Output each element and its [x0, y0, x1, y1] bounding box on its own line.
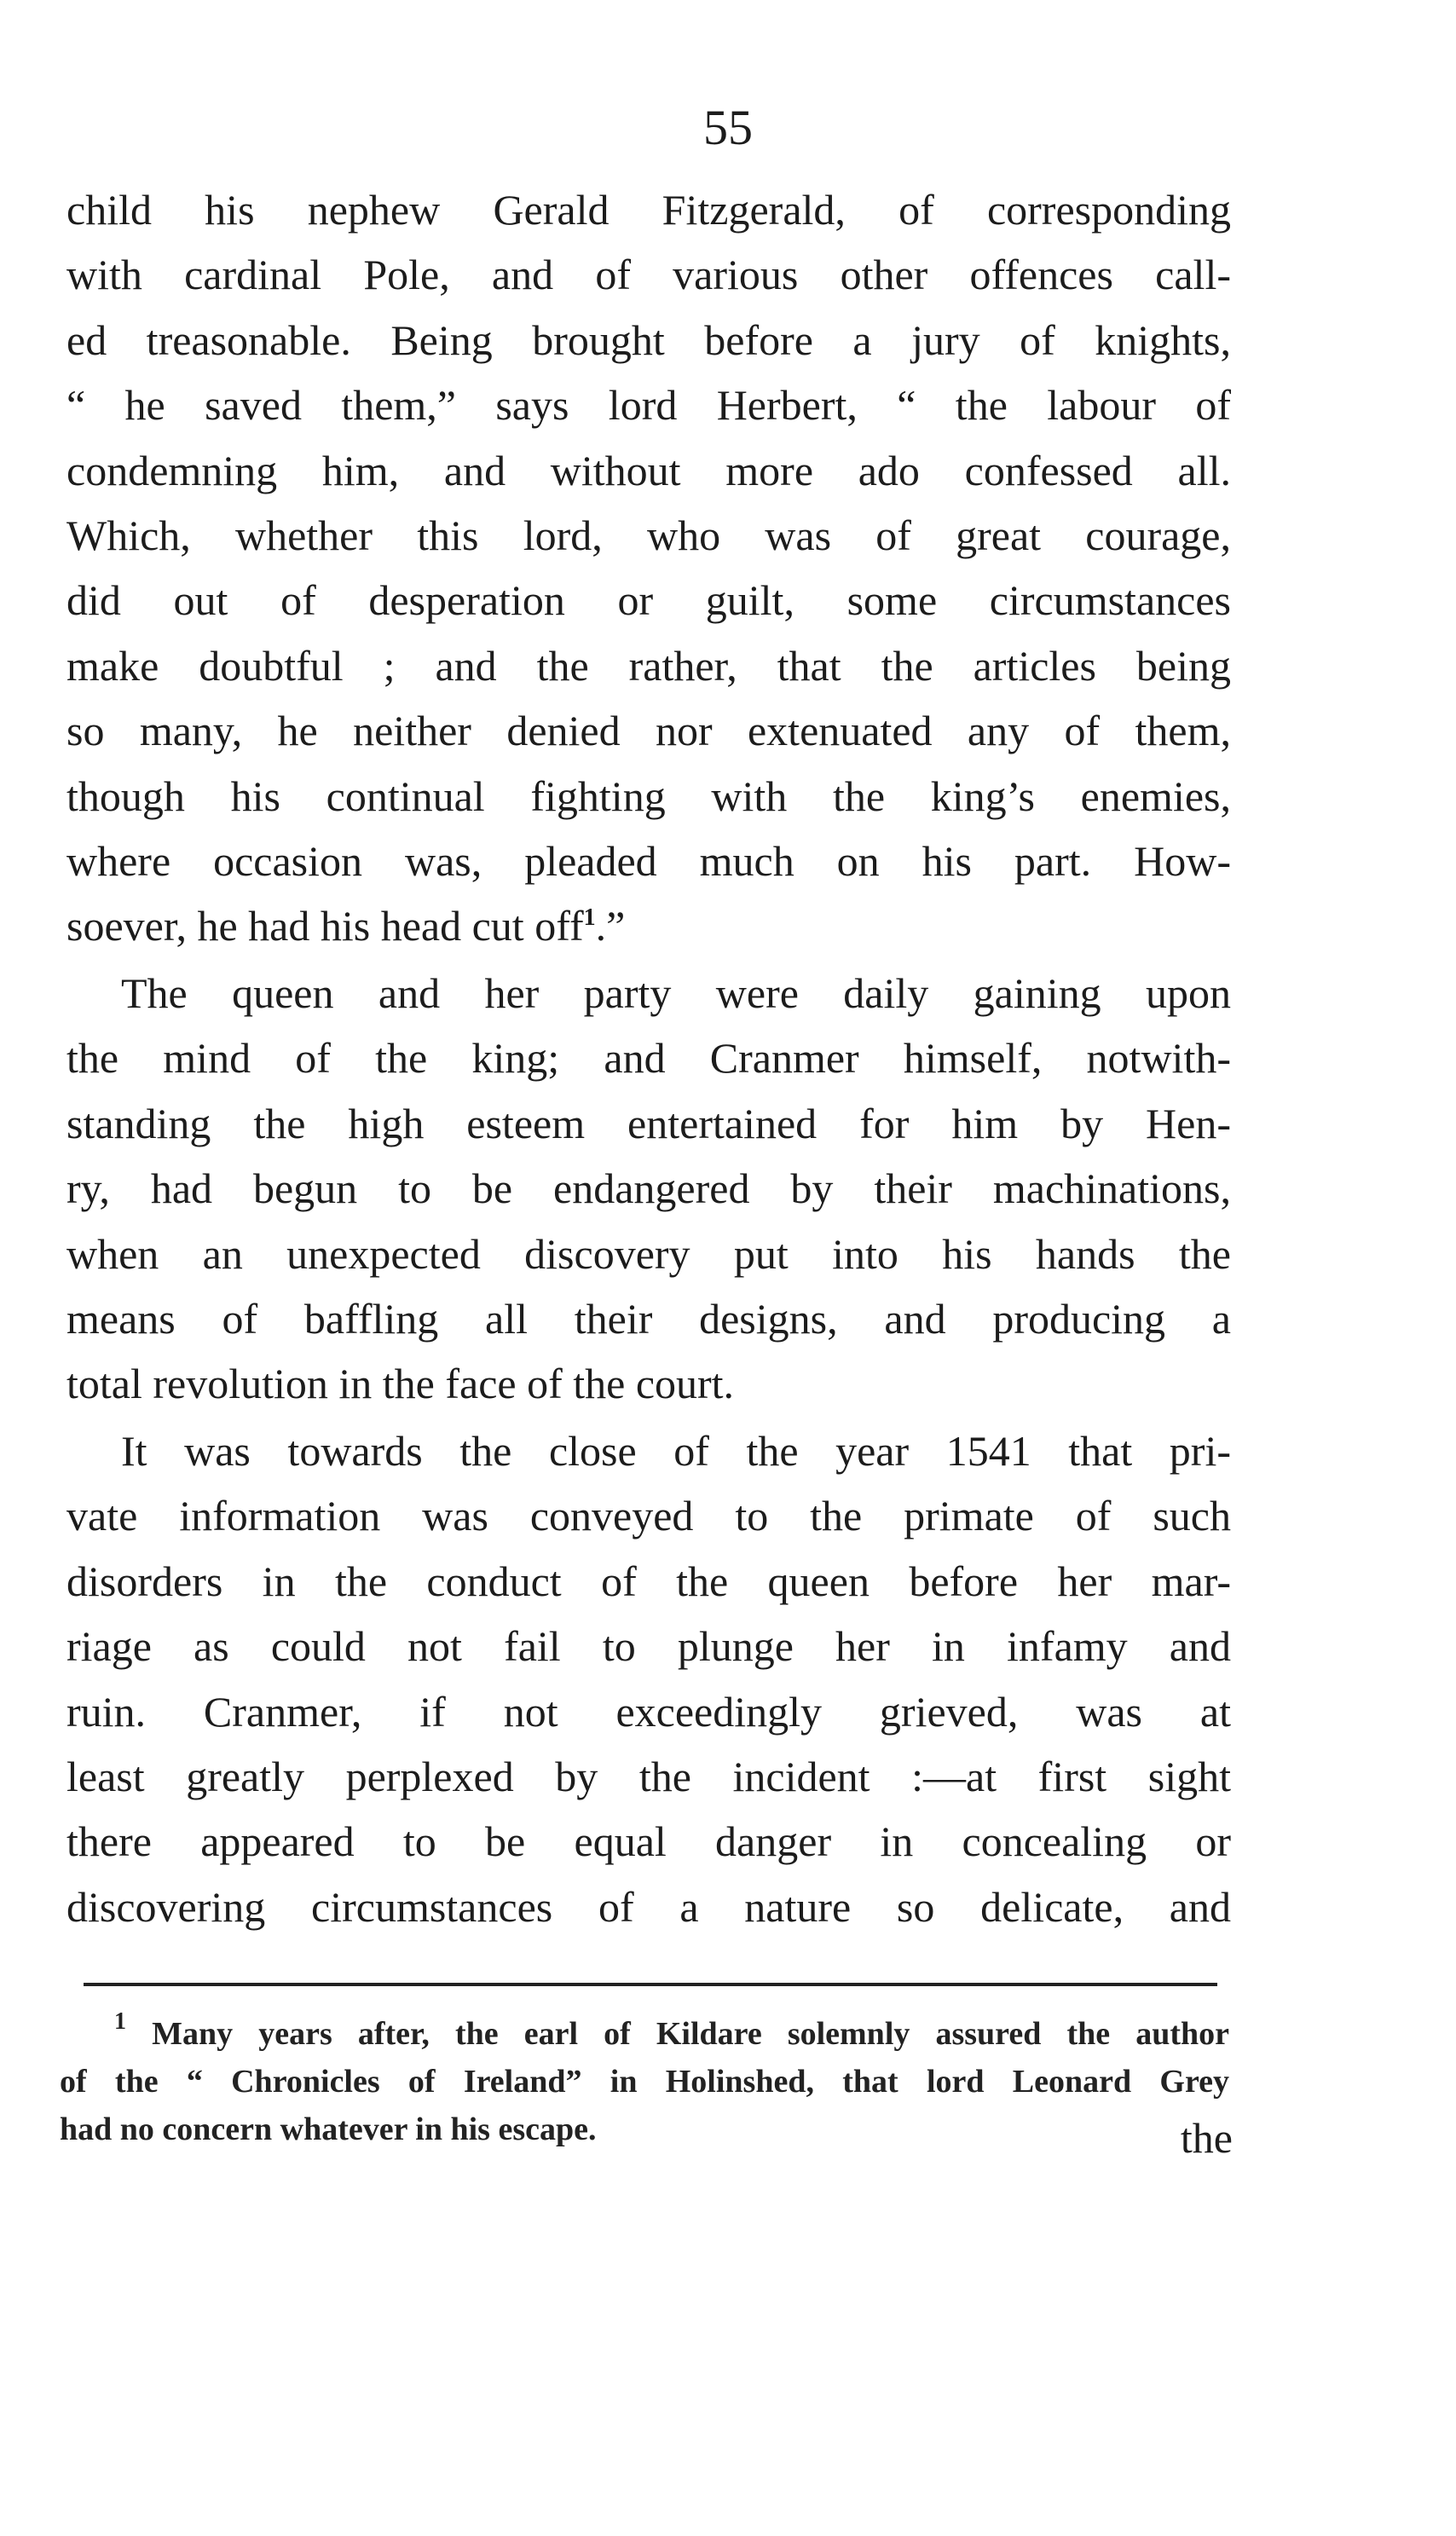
- text-line: Which, whether this lord, who was of great courage,: [66, 511, 1231, 559]
- text-line: The queen and her party were daily gaining upon: [121, 969, 1231, 1017]
- text-line: disorders in the conduct of the queen before her mar-: [66, 1557, 1231, 1605]
- text-line: did out of desperation or guilt, some circumstances: [66, 576, 1231, 625]
- text-line: ruin. Cranmer, if not exceedingly grieved, was at: [66, 1687, 1231, 1736]
- text-line: child his nephew Gerald Fitzgerald, of corresponding: [66, 186, 1231, 234]
- text-line: [66, 893, 1231, 958]
- text-line: where occasion was, pleaded much on his part. How-: [66, 836, 1231, 885]
- text-line: means of baffling all their designs, and producing a: [66, 1294, 1231, 1343]
- footnote-line: [60, 2010, 1229, 2058]
- text-fragment: soever, he had his head cut off: [66, 902, 584, 950]
- page-number: 55: [703, 100, 753, 155]
- text-line: ed treasonable. Being brought before a jury of knights,: [66, 315, 1231, 364]
- text-line: with cardinal Pole, and of various other offences call-: [66, 251, 1231, 299]
- footnote-reference: 1: [583, 904, 596, 932]
- footnote-line: had no concern whatever in his escape.: [60, 2111, 597, 2147]
- text-line: least greatly perplexed by the incident :—at first sight: [66, 1752, 1231, 1800]
- footnote-marker: 1: [114, 2008, 126, 2035]
- paragraph-1: [66, 177, 1231, 959]
- text-line: though his continual fighting with the king’s enemies,: [66, 771, 1231, 820]
- text-line: vate information was conveyed to the primate of such: [66, 1492, 1231, 1540]
- text-line: so many, he neither denied nor extenuated any of them,: [66, 707, 1231, 755]
- text-line: the mind of the king; and Cranmer himself, notwith-: [66, 1034, 1231, 1083]
- text-line: total revolution in the face of the court.: [66, 1360, 735, 1408]
- footnote-divider: [84, 1983, 1217, 1986]
- text-line: ry, had begun to be endangered by their machinations,: [66, 1164, 1231, 1213]
- text-line: when an unexpected discovery put into his hands the: [66, 1229, 1231, 1278]
- text-line: standing the high esteem entertained for him by Hen-: [66, 1099, 1231, 1147]
- text-line: riage as could not fail to plunge her in infamy and: [66, 1622, 1231, 1671]
- text-fragment: Many years after, the earl of Kildare solemnly assured the author: [152, 2016, 1230, 2052]
- text-line: It was towards the close of the year 1541 that pri-: [121, 1427, 1231, 1475]
- catchword: the: [1180, 2114, 1233, 2162]
- paragraph-2: [66, 961, 1231, 1417]
- paragraph-3: [66, 1418, 1231, 1939]
- text-line: “ he saved them,” says lord Herbert, “ the labour of: [66, 381, 1231, 430]
- text-fragment: .”: [595, 902, 626, 950]
- text-line: make doubtful ; and the rather, that the articles being: [66, 641, 1231, 690]
- footnote-line: of the “ Chronicles of Ireland” in Holinshed, that lord Leonard Grey: [60, 2064, 1229, 2100]
- text-line: discovering circumstances of a nature so delicate, and: [66, 1882, 1231, 1931]
- text-line: there appeared to be equal danger in concealing or: [66, 1817, 1231, 1866]
- text-line: condemning him, and without more ado confessed all.: [66, 446, 1231, 494]
